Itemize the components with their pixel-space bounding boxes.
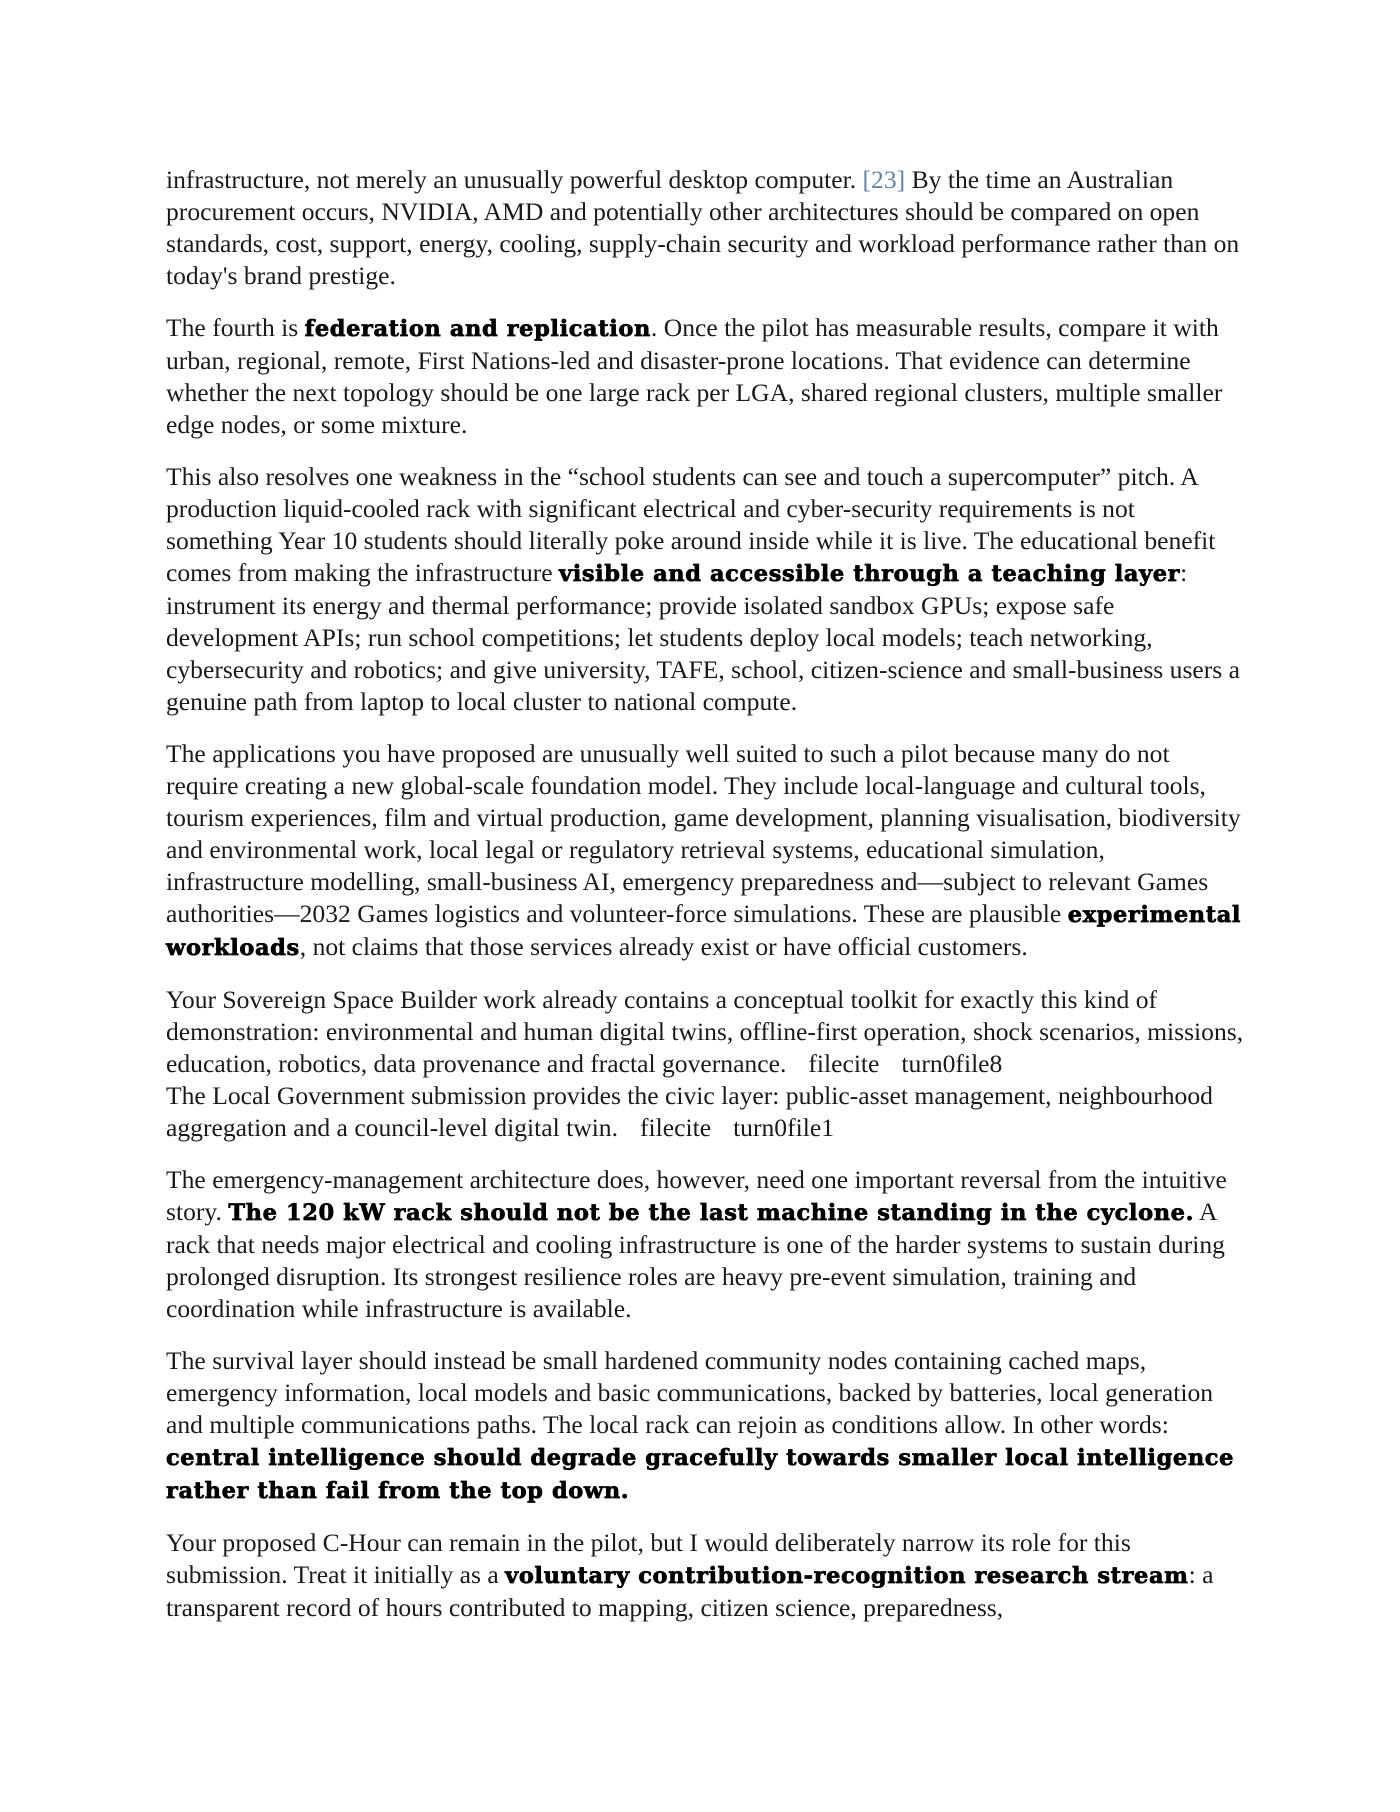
document-body <box>166 164 1246 1644</box>
paragraph-text: The applications you have proposed are unusually well suited to such a pilot because many do not require creating a new global-scale foundation model. They include local-language and cultural tools, tourism experiences, film and virtual production, game development, planning visualisation, biodiversity and environmental work, local legal or regulatory retrieval systems, educational simulation, infrastructure modelling, small-business AI, emergency preparedness and—subject to relevant Games authorities—2032 Games logistics and volunteer-force simulations. These are plausible <box>166 739 1241 928</box>
emphasis-text: central intelligence should degrade gracefully towards smaller local intelligence rather than fail from the top down. <box>166 1445 1234 1504</box>
paragraph-text: The fourth is <box>166 313 305 342</box>
file-citation-token: filecite <box>640 1113 712 1142</box>
paragraph-toolkit <box>166 984 1246 1144</box>
emphasis-text: federation and replication <box>304 316 651 342</box>
paragraph-text: , not claims that those services already exist or have official customers. <box>299 932 1028 961</box>
paragraph-emergency <box>166 1164 1246 1325</box>
paragraph-federation <box>166 312 1246 441</box>
file-reference-token: turn0file1 <box>733 1113 834 1142</box>
paragraph-text: The survival layer should instead be small hardened community nodes containing cached maps, emergency information, local models and basic communications, backed by batteries, local generation and multiple communications paths. The local rack can rejoin as conditions allow. In other words: <box>166 1346 1214 1439</box>
paragraph-text: : instrument its energy and thermal performance; provide isolated sandbox GPUs; expose safe development APIs; run school competitions; let students deploy local models; teach networking, cybersecurity and robotics; and give university, TAFE, school, citizen-science and small-business users a genuine path from laptop to local cluster to national compute. <box>166 558 1241 716</box>
paragraph-applications <box>166 738 1246 964</box>
emphasis-text: experimental workloads <box>166 902 1242 961</box>
paragraph-procurement <box>166 164 1246 292</box>
paragraph-text: : a transparent record of hours contributed to mapping, citizen science, preparedness, <box>166 1560 1214 1622</box>
paragraph-text: Your proposed C-Hour can remain in the pilot, but I would deliberately narrow its role for this submission. Treat it initially as a <box>166 1528 1131 1589</box>
citation-link[interactable]: [23] <box>862 165 906 194</box>
paragraph-survival-layer <box>166 1345 1246 1507</box>
paragraph-text: . Once the pilot has measurable results, compare it with urban, regional, remote, First Nations-led and disaster-prone locations. That evidence can determine whether the next topology should be one large rack per LGA, shared regional clusters, multiple smaller edge nodes, or some mixture. <box>166 313 1223 439</box>
paragraph-text: By the time an Australian procurement occurs, NVIDIA, AMD and potentially other architectures should be compared on open standards, cost, support, energy, cooling, supply-chain security and workload performance rather than on today's brand prestige. <box>166 165 1240 290</box>
paragraph-text: This also resolves one weakness in the “school students can see and touch a supercomputer” pitch. A production liquid-cooled rack with significant electrical and cyber-security requirements is not something Year 10 students should literally poke around inside while it is live. The educational benefit comes from making the infrastructure <box>166 462 1216 587</box>
paragraph-c-hour <box>166 1527 1246 1624</box>
emphasis-text: The 120 kW rack should not be the last machine standing in the cyclone. <box>228 1200 1194 1226</box>
paragraph-text: Your Sovereign Space Builder work already contains a conceptual toolkit for exactly this kind of demonstration: environmental and human digital twins, offline-first operation, shock scenarios, missions, education, robotics, data provenance and fractal governance. <box>166 985 1244 1078</box>
emphasis-text: voluntary contribution-recognition research stream <box>505 1563 1189 1589</box>
paragraph-teaching-layer <box>166 461 1246 718</box>
paragraph-text: The Local Government submission provides the civic layer: public-asset management, neighbourhood aggregation and a council-level digital twin. <box>166 1081 1213 1142</box>
paragraph-text: The emergency-management architecture does, however, need one important reversal from the intuitive story. <box>166 1165 1227 1226</box>
emphasis-text: visible and accessible through a teaching layer <box>559 561 1181 587</box>
paragraph-text: A rack that needs major electrical and cooling infrastructure is one of the harder systems to sustain during prolonged disruption. Its strongest resilience roles are heavy pre-event simulation, training and coordination while infrastructure is available. <box>166 1197 1225 1323</box>
paragraph-text: infrastructure, not merely an unusually powerful desktop computer. <box>166 165 863 194</box>
file-reference-token: turn0file8 <box>901 1049 1003 1078</box>
file-citation-token: filecite <box>808 1049 880 1078</box>
